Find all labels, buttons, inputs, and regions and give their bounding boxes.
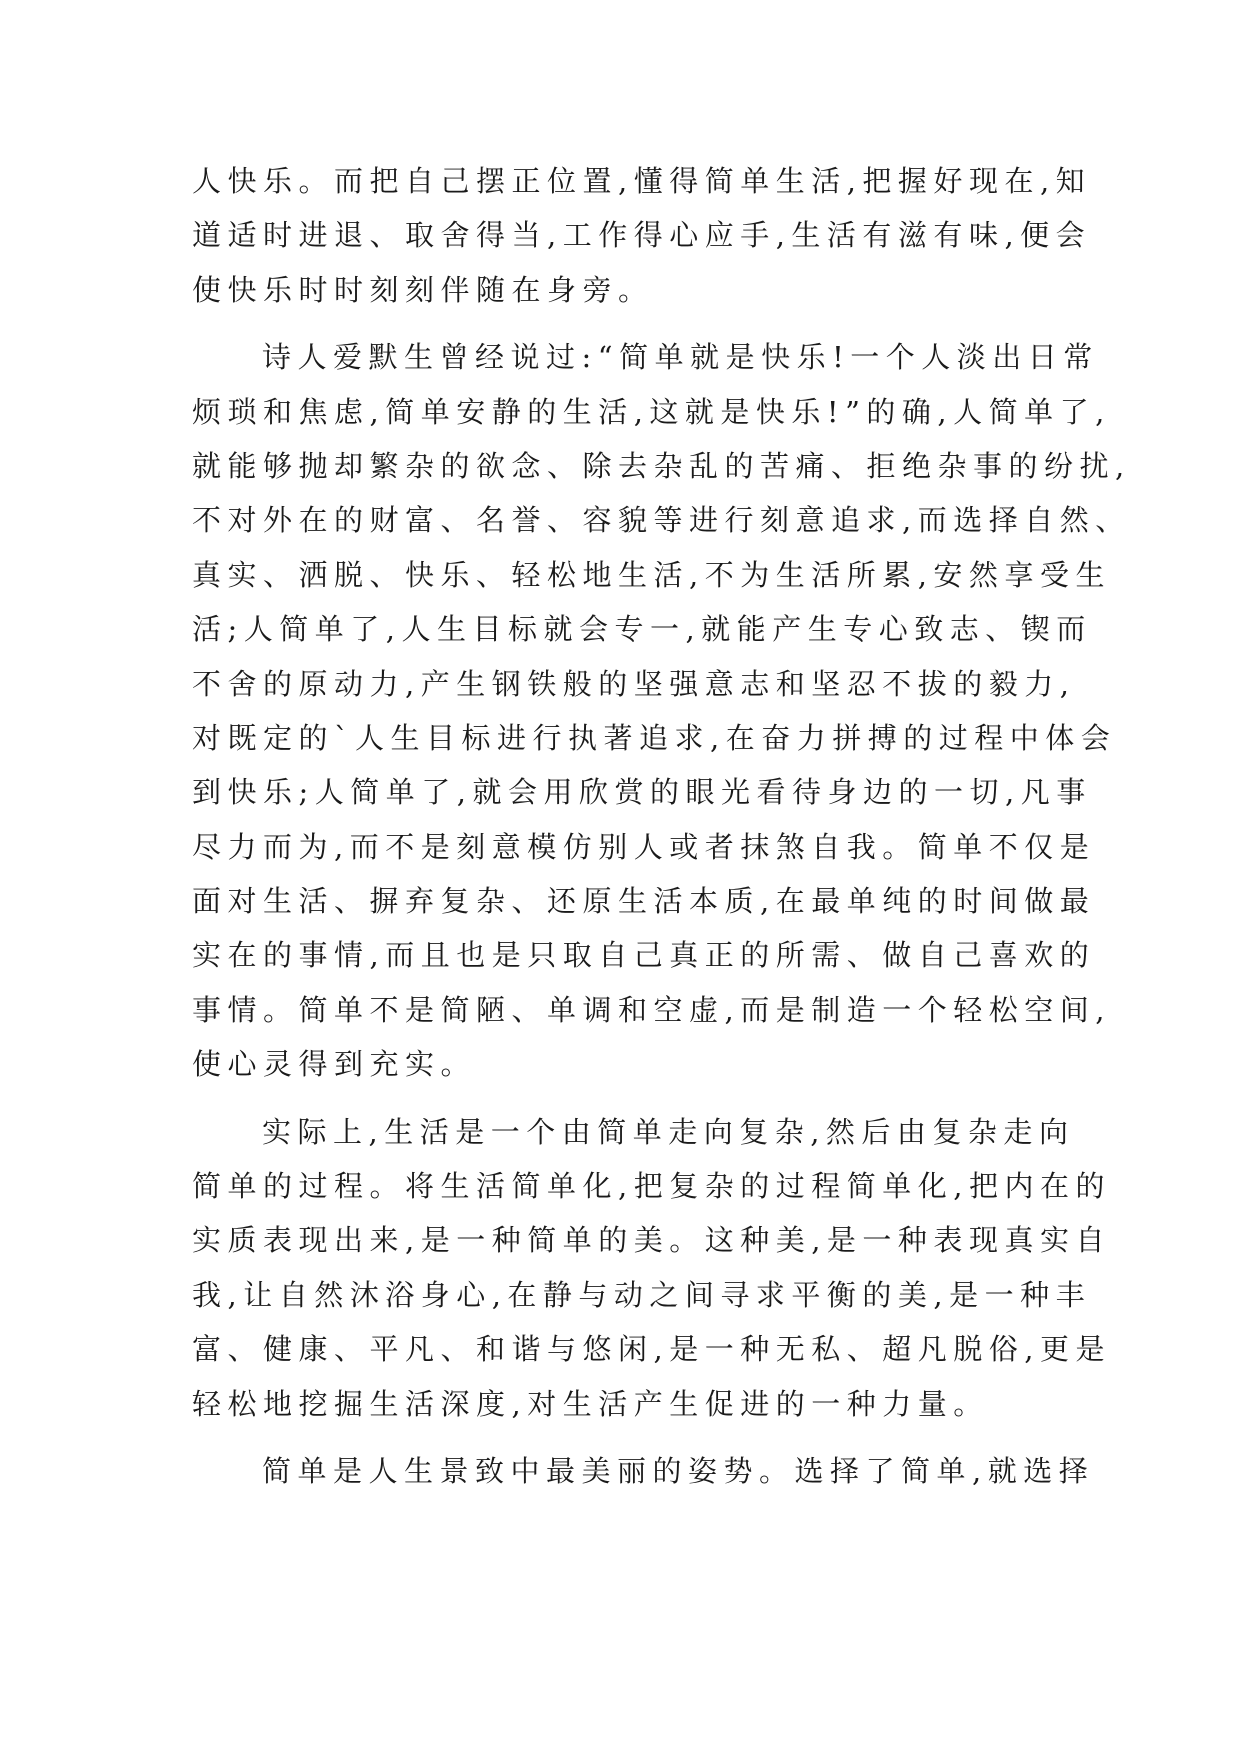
text-line: 对既定的`人生目标进行执著追求,在奋力拼搏的过程中体会 (192, 720, 1117, 755)
text-line: 我,让自然沐浴身心,在静与动之间寻求平衡的美,是一种丰 (192, 1277, 1092, 1312)
text-line: 事情。简单不是简陋、单调和空虚,而是制造一个轻松空间, (192, 992, 1111, 1027)
document-body (192, 154, 1131, 1498)
text-line: 道适时进退、取舍得当,工作得心应手,生活有滋有味,便会 (192, 218, 1092, 253)
paragraph-first-line: 简单是人生景致中最美丽的姿势。选择了简单,就选择 (262, 1453, 1095, 1488)
text-line: 使心灵得到充实。 (192, 1047, 477, 1082)
text-line: 到快乐;人简单了,就会用欣赏的眼光看待身边的一切,凡事 (192, 775, 1092, 810)
text-line: 就能够抛却繁杂的欲念、除去杂乱的苦痛、拒绝杂事的纷扰, (192, 448, 1131, 483)
text-line: 人快乐。而把自己摆正位置,懂得简单生活,把握好现在,知 (192, 164, 1092, 198)
text-line: 实在的事情,而且也是只取自己真正的所需、做自己喜欢的 (192, 938, 1096, 973)
text-line: 面对生活、摒弃复杂、还原生活本质,在最单纯的时间做最 (192, 884, 1096, 919)
text-line: 活;人简单了,人生目标就会专一,就能产生专心致志、锲而 (192, 612, 1092, 647)
paragraph-first-line: 实际上,生活是一个由简单走向复杂,然后由复杂走向 (262, 1114, 1075, 1149)
text-line: 烦琐和焦虑,简单安静的生活,这就是快乐!”的确,人简单了, (192, 394, 1111, 429)
text-line: 富、健康、平凡、和谐与悠闲,是一种无私、超凡脱俗,更是 (192, 1332, 1111, 1367)
paragraph-first-line: 诗人爱默生曾经说过:“简单就是快乐!一个人淡出日常 (262, 340, 1099, 375)
text-line: 简单的过程。将生活简单化,把复杂的过程简单化,把内在的 (192, 1169, 1111, 1204)
text-line: 轻松地挖掘生活深度,对生活产生促进的一种力量。 (192, 1386, 989, 1421)
text-line: 不舍的原动力,产生钢铁般的坚强意志和坚忍不拔的毅力, (192, 666, 1076, 701)
text-line: 实质表现出来,是一种简单的美。这种美,是一种表现真实自 (192, 1223, 1111, 1258)
text-line: 尽力而为,而不是刻意模仿别人或者抹煞自我。简单不仅是 (192, 829, 1096, 864)
text-line: 使快乐时时刻刻伴随在身旁。 (192, 272, 654, 307)
text-line: 真实、洒脱、快乐、轻松地生活,不为生活所累,安然享受生 (192, 557, 1111, 592)
text-line: 不对外在的财富、名誉、容貌等进行刻意追求,而选择自然、 (192, 503, 1131, 538)
